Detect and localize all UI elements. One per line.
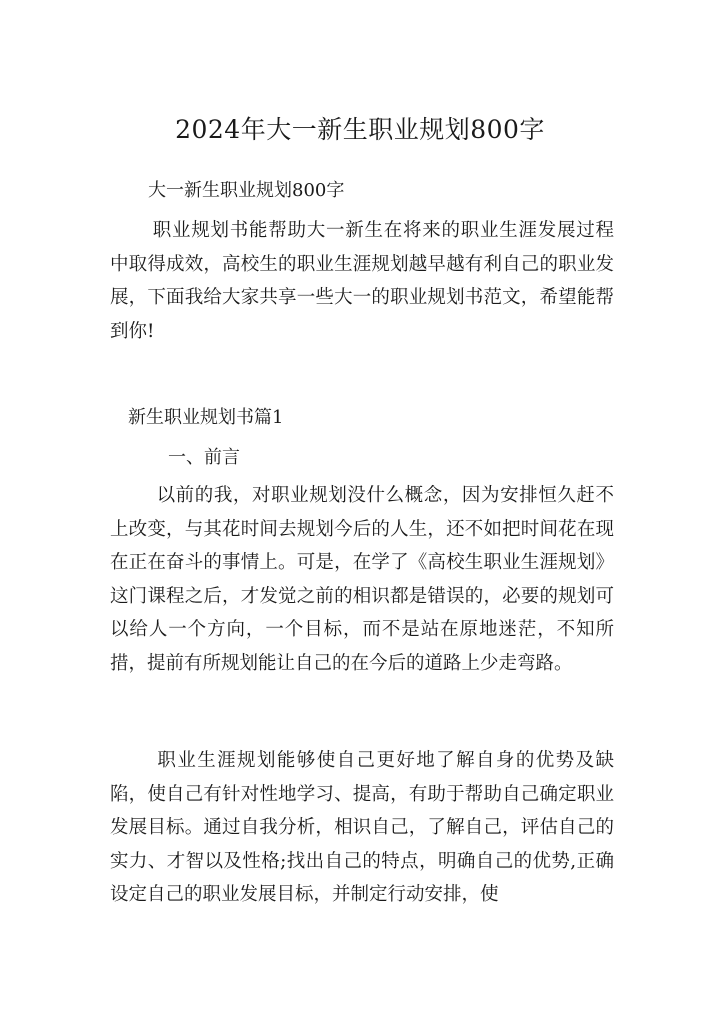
document-subtitle: 大一新生职业规划800字 (148, 180, 345, 201)
body-paragraph-1-text: 以前的我，对职业规划没什么概念，因为安排恒久赶不上改变，与其花时间去规划今后的人生，还不如把时间花在现在正在奋斗的事情上。可是，在学了《高校生职业生涯规划》这门课程之后，才发觉之前的相识都是错误的，必要的规划可以给人一个方向，一个目标，而不是站在原地迷茫，不知所措，提前有所规划能让自己的在今后的道路上少走弯路。 (110, 485, 614, 674)
sub-heading: 一、前言 (168, 447, 240, 468)
intro-text: 职业规划书能帮助大一新生在将来的职业生涯发展过程中取得成效，高校生的职业生涯规划越早越有利自己的职业发展，下面我给大家共享一些大一的职业规划书范文，希望能帮到你! (110, 220, 614, 342)
body-paragraph-1 (110, 479, 614, 680)
section-heading: 新生职业规划书篇1 (128, 407, 284, 428)
intro-paragraph (110, 214, 614, 348)
document-title: 2024年大一新生职业规划800字 (175, 115, 545, 144)
body-paragraph-2 (110, 744, 614, 912)
body-paragraph-2-text: 职业生涯规划能够使自己更好地了解自身的优势及缺陷，使自己有针对性地学习、提高，有助于帮助自己确定职业发展目标。通过自我分析，相识自己，了解自己，评估自己的实力、才智以及性格;找出自己的特点，明确自己的优势,正确设定自己的职业发展目标，并制定行动安排，使 (110, 750, 614, 905)
